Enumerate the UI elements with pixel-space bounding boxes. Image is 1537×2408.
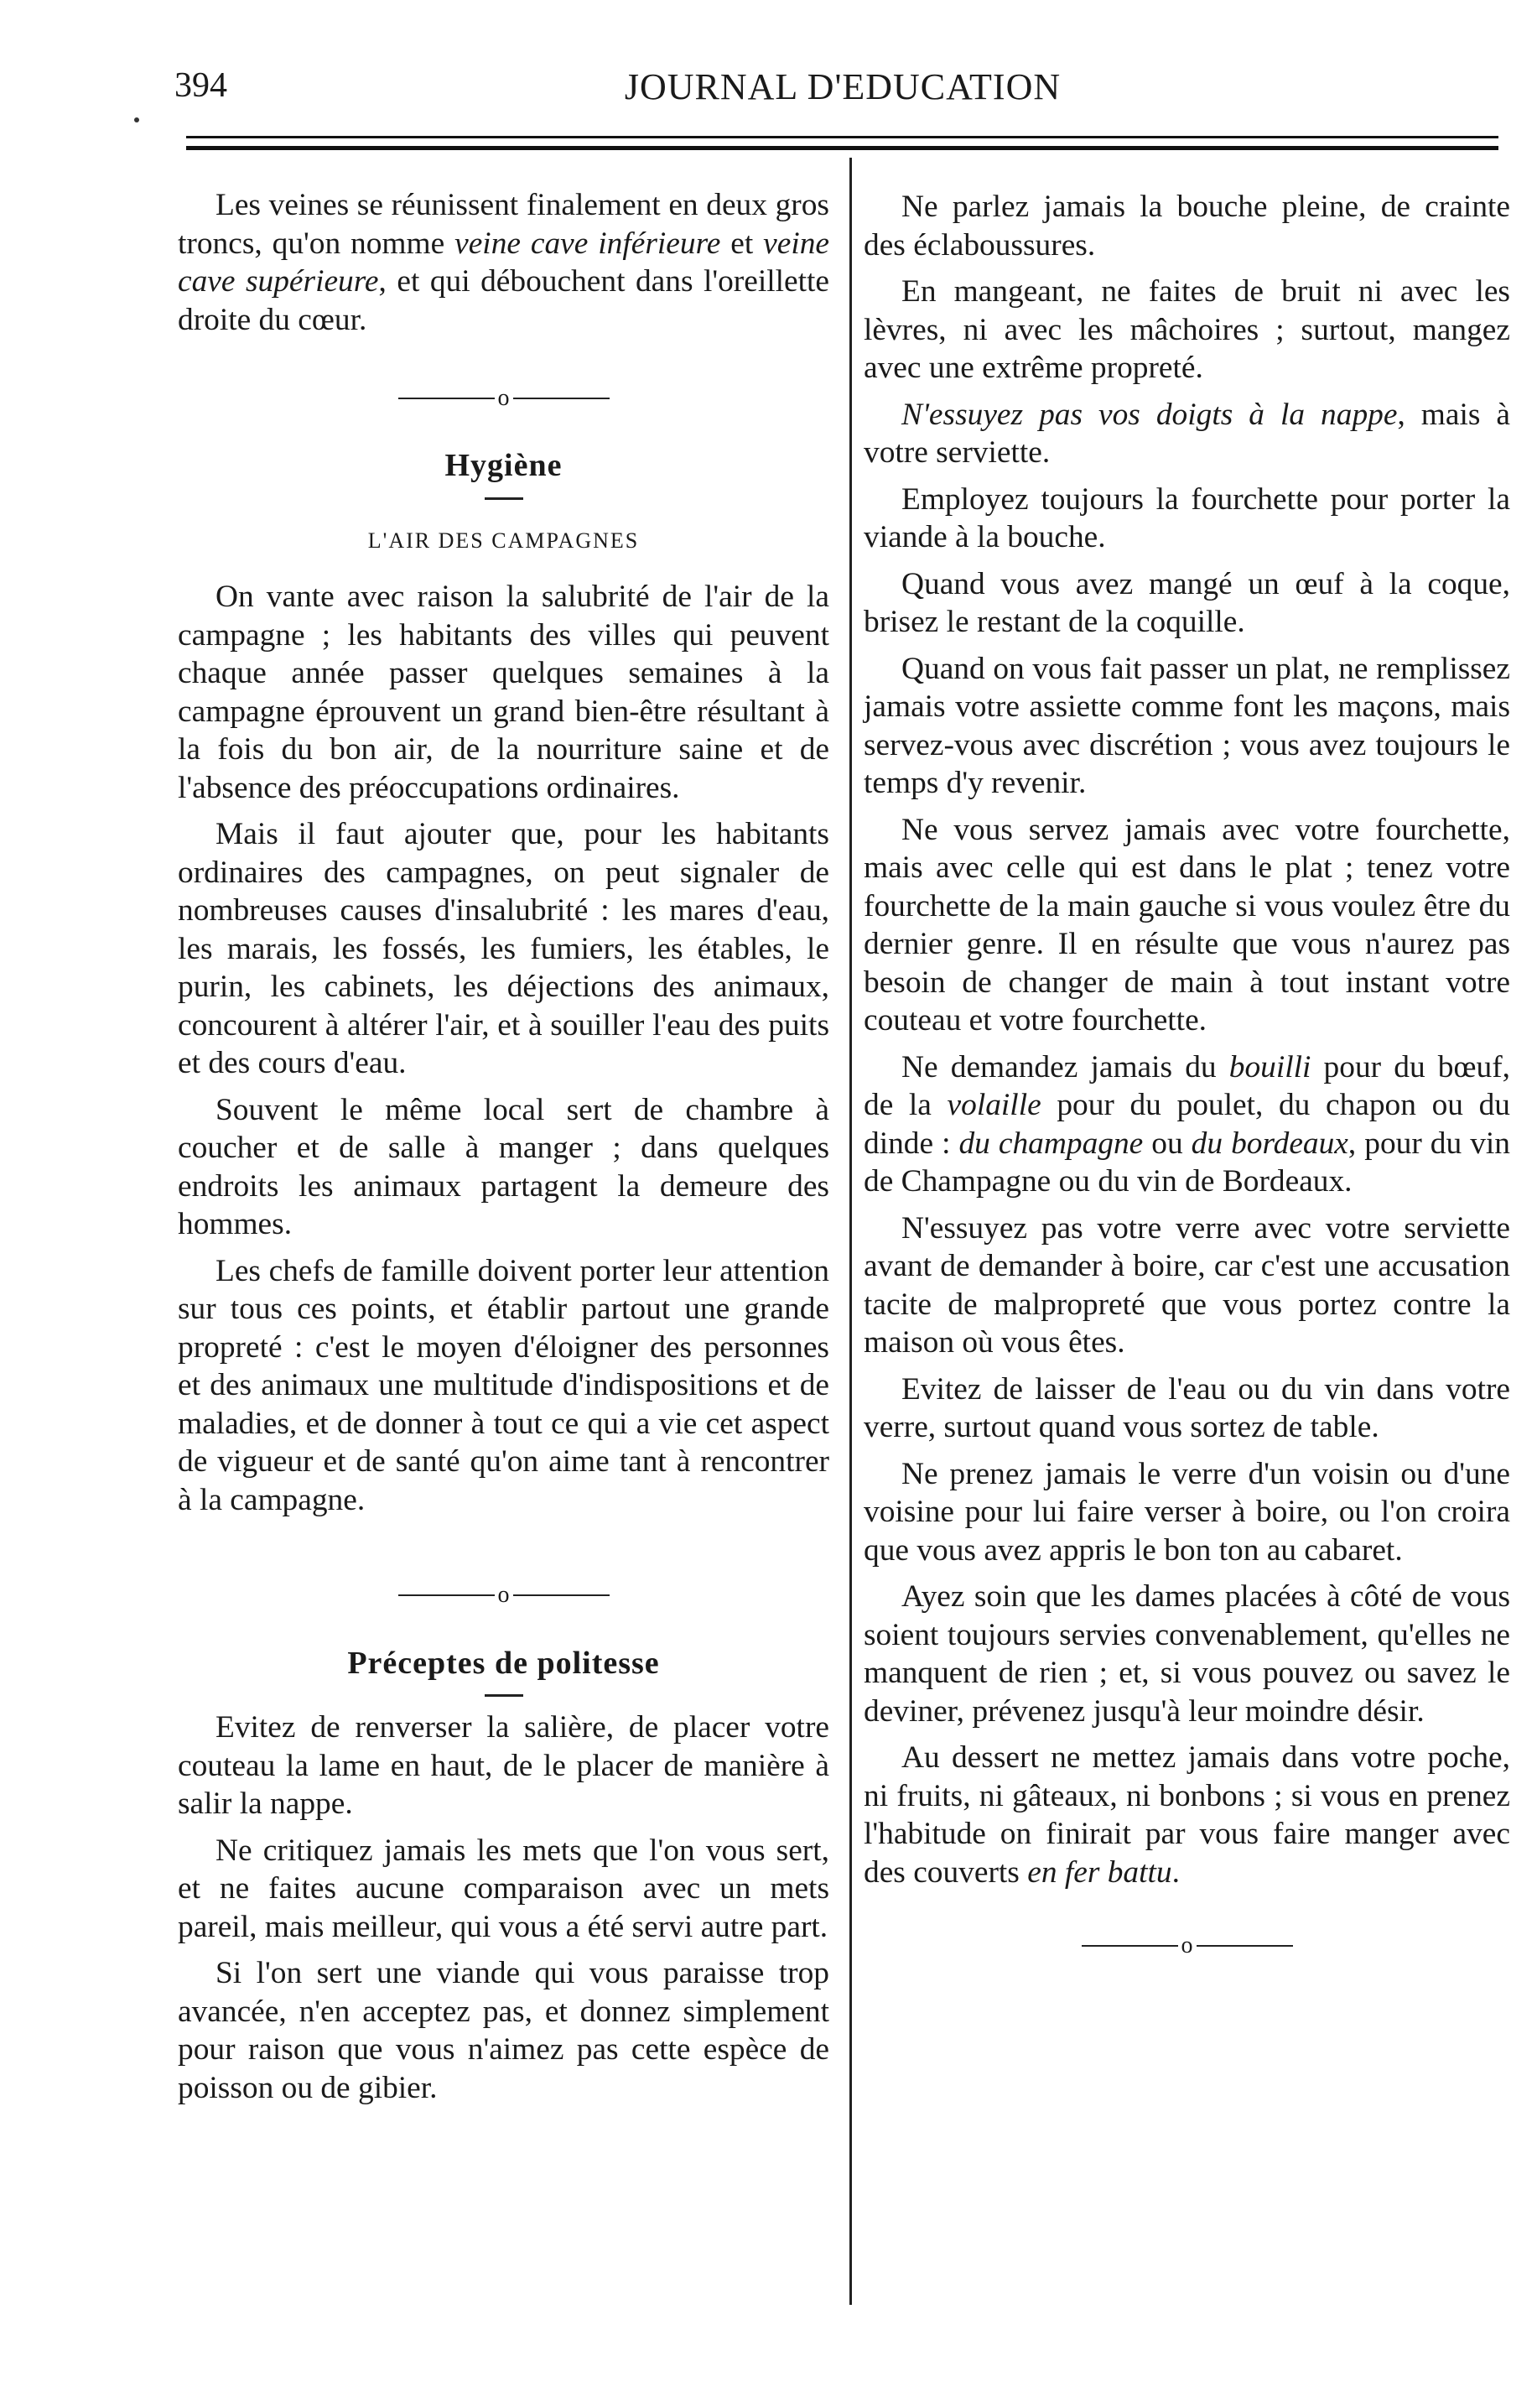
paragraph: Souvent le même local sert de chambre à coucher et de salle à manger ; dans quelques endroits les animaux partagent la demeure des hommes.	[178, 1092, 829, 1242]
italic-phrase: N'essuyez pas vos doigts à la nappe	[901, 397, 1398, 432]
paragraph: Au dessert ne mettez jamais dans votre poche, ni fruits, ni gâteaux, ni bonbons ; si vous en prenez l'habitude on finirait par vous faire manger avec des couverts en fer battu.	[864, 1740, 1510, 1890]
title-dash	[485, 497, 523, 500]
header-rule-thick	[186, 146, 1498, 150]
paragraph: Ne critiquez jamais les mets que l'on vous sert, et ne faites aucune comparaison avec un mets pareil, mais meilleur, qui vous a été servi autre part.	[178, 1833, 829, 1944]
section-title-politesse: Préceptes de politesse	[347, 1645, 660, 1681]
paragraph: N'essuyez pas votre verre avec votre serviette avant de demander à boire, car c'est une accusation tacite de malpropreté que vous portez contre la maison où vous êtes.	[864, 1210, 1510, 1360]
paragraph: En mangeant, ne faites de bruit ni avec les lèvres, ni avec les mâchoires ; surtout, mangez avec une extrême propreté.	[864, 274, 1510, 385]
italic-phrase: en fer battu	[1027, 1854, 1172, 1890]
section-separator: o	[178, 1574, 829, 1614]
italic-term: volaille	[947, 1088, 1041, 1122]
italic-term: veine cave supérieure	[178, 226, 829, 299]
paragraph-veines	[178, 186, 829, 339]
right-column	[864, 188, 1510, 1995]
text-run: Les veines se réunissent finalement en deux gros troncs, qu'on nomme	[178, 188, 829, 261]
paragraph: Quand vous avez mangé un œuf à la coque, brisez le restant de la coquille.	[864, 566, 1510, 639]
paragraph: Ayez soin que les dames placées à côté de vous soient toujours servies convenablement, qu'elles ne manquent de rien ; et, si vous pouvez ou savez le deviner, prévenez jusqu'à leur moindre désir.	[864, 1579, 1510, 1729]
italic-term: veine cave inférieure	[454, 226, 721, 261]
paragraph: Les chefs de famille doivent porter leur attention sur tous ces points, et établir partout une grande propreté : c'est le moyen d'éloigner des personnes et des animaux une multitude d'indispositions et de maladies, et de donner à tout ce qui a vie cet aspect de vigueur et de santé qu'on aime tant à rencontrer à la campagne.	[178, 1253, 829, 1517]
page-header	[168, 65, 1518, 116]
paragraph: Ne parlez jamais la bouche pleine, de crainte des éclaboussures.	[864, 190, 1510, 263]
text-run: et	[720, 226, 764, 261]
title-dash	[485, 1694, 523, 1697]
paragraph: Evitez de laisser de l'eau ou du vin dans votre verre, surtout quand vous sortez de table.	[864, 1371, 1510, 1444]
section-subtitle: L'AIR DES CAMPAGNES	[367, 528, 640, 553]
journal-title: JOURNAL D'EDUCATION	[624, 66, 1062, 107]
paragraph	[864, 396, 1510, 472]
section-separator: o	[864, 1925, 1510, 1964]
header-rule-thin	[186, 136, 1498, 138]
margin-dot	[134, 117, 139, 122]
italic-term: du bordeaux	[1191, 1126, 1348, 1161]
italic-term: bouilli	[1228, 1049, 1311, 1084]
left-column	[178, 186, 829, 2115]
italic-term: du champagne	[958, 1126, 1144, 1161]
paragraph: Employez toujours la fourchette pour porter la viande à la bouche.	[864, 481, 1510, 554]
paragraph: On vante avec raison la salubrité de l'air de la campagne ; les habitants des villes qui peuvent chaque année passer quelques semaines à la campagne éprouvent un grand bien-être résultant à la fois du bon air, de la nourriture saine et de l'absence des préoccupations ordinaires.	[178, 580, 829, 805]
page-number: 394	[174, 66, 227, 105]
paragraph: Ne demandez jamais du bouilli pour du bœuf, de la volaille pour du poulet, du chapon ou du dinde : du champagne ou du bordeaux, pour du vin de Champagne ou du vin de Bordeaux.	[864, 1049, 1510, 1199]
paragraph: Evitez de renverser la salière, de placer votre couteau la lame en haut, de le placer de manière à salir la nappe.	[178, 1710, 829, 1822]
paragraph: Mais il faut ajouter que, pour les habitants ordinaires des campagnes, on peut signaler de nombreuses causes d'insalubrité : les mares d'eau, les marais, les fossés, les fumiers, les étables, le purin, les cabinets, les déjections des animaux, concourent à altérer l'air, et à souiller l'eau des puits et des cours d'eau.	[178, 817, 829, 1081]
text-run: , et qui débouchent dans l'oreillette droite du cœur.	[178, 264, 829, 337]
section-separator: o	[178, 377, 829, 417]
text-run: , mais à votre serviette.	[864, 397, 1510, 470]
section-title-hygiene: Hygiène	[444, 448, 563, 484]
paragraph: Quand on vous fait passer un plat, ne remplissez jamais votre assiette comme font les maçons, mais servez-vous avec discrétion ; vous avez toujours le temps d'y revenir.	[864, 651, 1510, 800]
paragraph: Ne vous servez jamais avec votre fourchette, mais avec celle qui est dans le plat ; tenez votre fourchette de la main gauche si vous voulez être du dernier genre. Il en résulte que vous n'aurez pas besoin de changer de main à tout instant votre couteau et votre fourchette.	[864, 812, 1510, 1038]
paragraph: Si l'on sert une viande qui vous paraisse trop avancée, n'en acceptez pas, et donnez simplement pour raison que vous n'aimez pas cette espèce de poisson ou de gibier.	[178, 1956, 829, 2105]
paragraph: Ne prenez jamais le verre d'un voisin ou d'une voisine pour lui faire verser à boire, ou l'on croira que vous avez appris le bon ton au cabaret.	[864, 1456, 1510, 1568]
column-divider	[849, 158, 852, 2305]
